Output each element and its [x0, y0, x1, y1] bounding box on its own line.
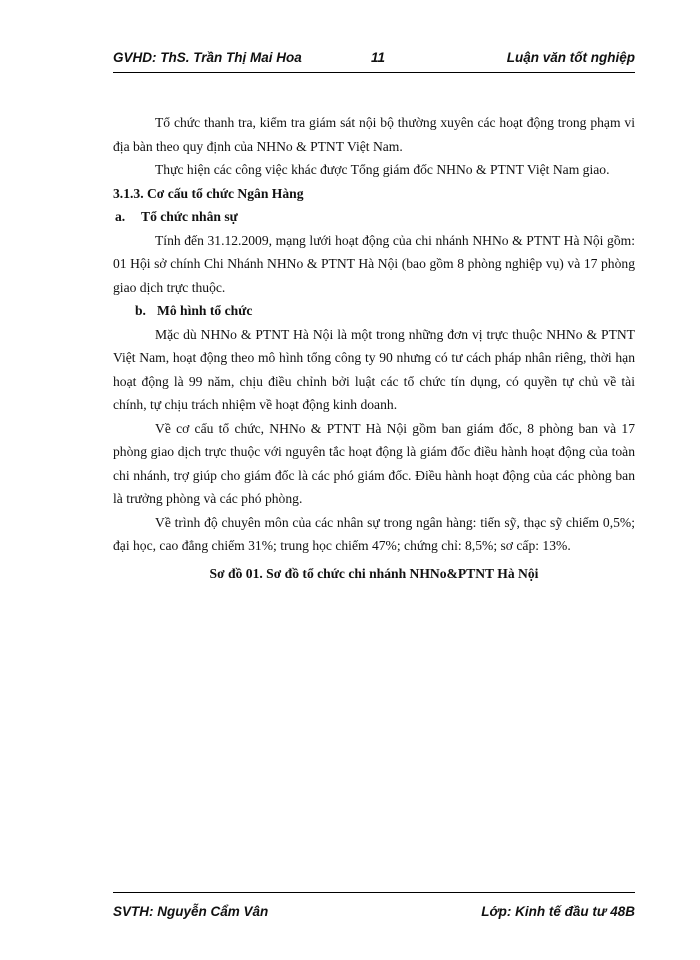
section-heading: 3.1.3. Cơ cấu tổ chức Ngân Hàng — [113, 185, 304, 201]
paragraph-other-tasks: Thực hiện các công việc khác được Tổng giám đốc NHNo & PTNT Việt Nam giao. — [155, 162, 610, 177]
paragraph-network: Tính đến 31.12.2009, mạng lưới hoạt động của chi nhánh NHNo & PTNT Hà Nội gồm: 01 Hội sở chính Chi Nhánh NHNo & PTNT Hà Nội (bao gồm 8 phòng nghiệp vụ) và 17 phòng giao dịch trực thuộc. — [113, 232, 635, 295]
subsection-b-title: Mô hình tổ chức — [157, 303, 253, 318]
subsection-b-marker: b. — [135, 303, 146, 318]
subsection-a-title: Tổ chức nhân sự — [141, 209, 238, 224]
header-rule — [113, 72, 635, 73]
paragraph-org-structure: Về cơ cấu tổ chức, NHNo & PTNT Hà Nội gồm ban giám đốc, 8 phòng ban và 17 phòng giao dịch trực thuộc với nguyên tắc hoạt động là giám đốc điều hành hoạt động của toàn chi nhánh, trợ giúp cho giám đốc là các phó giám đốc. Điều hành hoạt động của các phòng ban là trưởng phòng và các phó phòng. — [113, 420, 635, 506]
footer-rule — [113, 892, 635, 893]
subsection-a-marker: a. — [115, 209, 126, 224]
subsection-b-heading — [113, 299, 635, 323]
subsection-a-heading — [113, 205, 635, 229]
footer-class: Lớp: Kinh tế đầu tư 48B — [481, 904, 635, 919]
document-body — [113, 111, 635, 585]
paragraph-legal-status: Mặc dù NHNo & PTNT Hà Nội là một trong những đơn vị trực thuộc NHNo & PTNT Việt Nam, hoạt động theo mô hình tổng công ty 90 nhưng có tư cách pháp nhân riêng, thời hạn hoạt động là 99 năm, chịu điều chỉnh bởi luật các tổ chức tín dụng, có quyền tự chủ về tài chính, tự chịu trách nhiệm về hoạt động kinh doanh. — [113, 326, 635, 412]
header-advisor: GVHD: ThS. Trần Thị Mai Hoa — [113, 50, 302, 65]
paragraph-inspection: Tổ chức thanh tra, kiểm tra giám sát nội bộ thường xuyên các hoạt động trong phạm vi địa bàn theo quy định của NHNo & PTNT Việt Nam. — [113, 115, 635, 154]
figure-caption: Sơ đồ 01. Sơ đồ tổ chức chi nhánh NHNo&PTNT Hà Nội — [209, 565, 539, 581]
header-thesis-title: Luận văn tốt nghiệp — [506, 50, 635, 65]
page-number: 11 — [371, 50, 386, 65]
paragraph-qualifications: Về trình độ chuyên môn của các nhân sự trong ngân hàng: tiến sỹ, thạc sỹ chiếm 0,5%; đại học, cao đẳng chiếm 31%; trung học chiếm 47%; chứng chỉ: 8,5%; sơ cấp: 13%. — [113, 514, 635, 553]
footer-student: SVTH: Nguyễn Cẩm Vân — [113, 904, 269, 919]
